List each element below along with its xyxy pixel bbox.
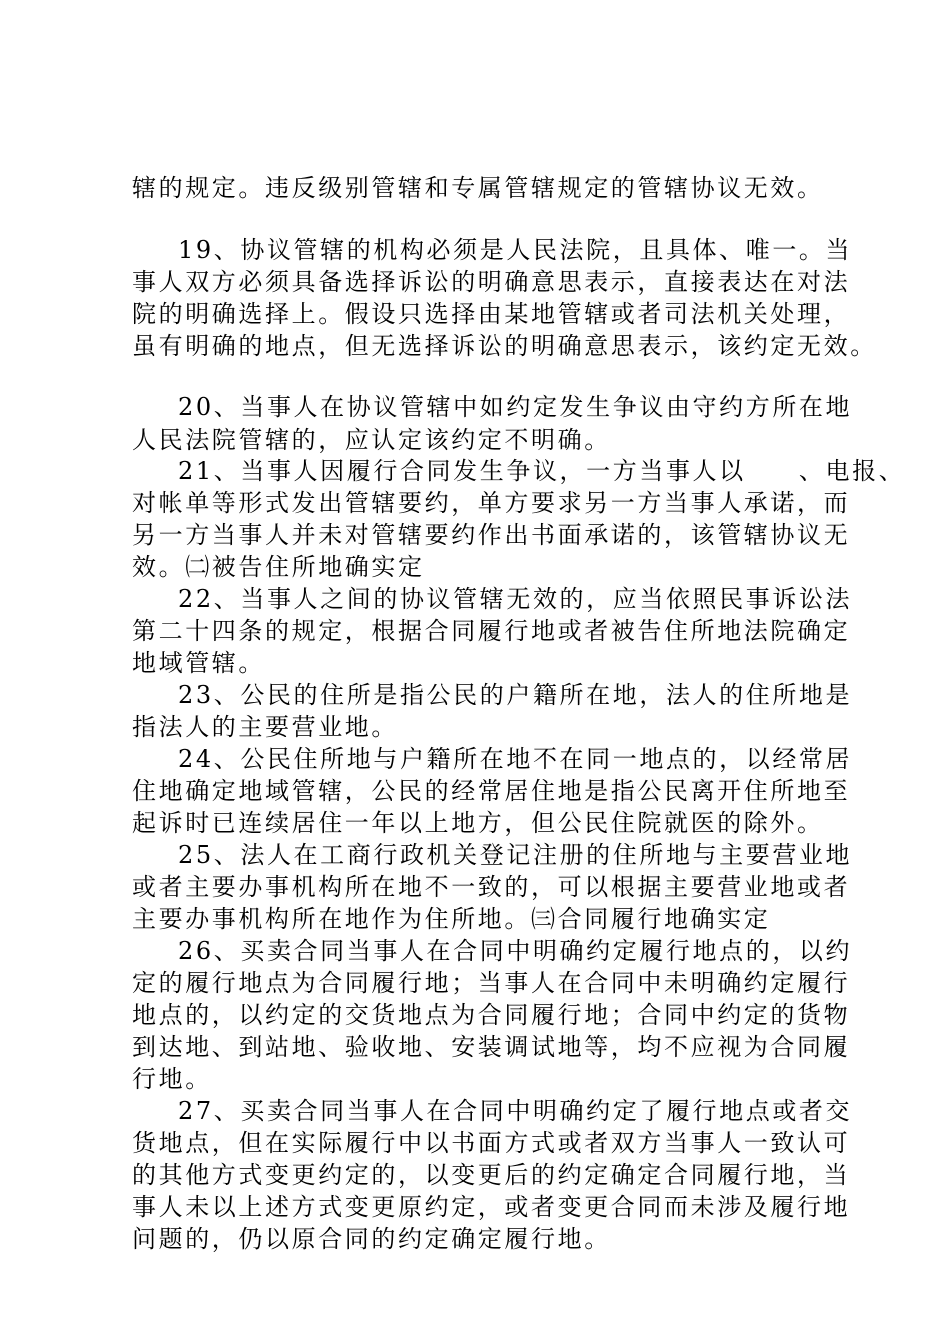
- text-line: 26、买卖合同当事人在合同中明确约定履行地点的，以约: [178, 937, 853, 965]
- text-line: 23、公民的住所是指公民的户籍所在地，法人的住所地是: [178, 681, 853, 709]
- text-line: 或者主要办事机构所在地不一致的，可以根据主要营业地或者: [132, 873, 851, 901]
- text-line: 指法人的主要营业地。: [132, 713, 398, 741]
- text-line: 21、当事人因履行合同发生争议，一方当事人以 、电报、: [178, 457, 906, 485]
- text-line: 起诉时已连续居住一年以上地方，但公民住院就医的除外。: [132, 809, 824, 837]
- text-line: 行地。: [132, 1065, 212, 1093]
- text-line: 第二十四条的规定，根据合同履行地或者被告住所地法院确定: [132, 617, 851, 645]
- text-line: 辖的规定。违反级别管辖和专属管辖规定的管辖协议无效。: [132, 174, 824, 202]
- text-line: 虽有明确的地点，但无选择诉讼的明确意思表示，该约定无效。: [132, 332, 877, 360]
- text-line: 24、公民住所地与户籍所在地不在同一地点的，以经常居: [178, 745, 853, 773]
- text-line: 22、当事人之间的协议管辖无效的，应当依照民事诉讼法: [178, 585, 853, 613]
- text-line: 27、买卖合同当事人在合同中明确约定了履行地点或者交: [178, 1097, 853, 1125]
- text-line: 对帐单等形式发出管辖要约，单方要求另一方当事人承诺，而: [132, 489, 851, 517]
- text-line: 到达地、到站地、验收地、安装调试地等，均不应视为合同履: [132, 1033, 851, 1061]
- text-line: 问题的，仍以原合同的约定确定履行地。: [132, 1225, 611, 1253]
- text-line: 货地点，但在实际履行中以书面方式或者双方当事人一致认可: [132, 1129, 851, 1157]
- text-line: 另一方当事人并未对管辖要约作出书面承诺的，该管辖协议无: [132, 521, 851, 549]
- text-line: 20、当事人在协议管辖中如约定发生争议由守约方所在地: [178, 393, 853, 421]
- text-line: 院的明确选择上。假设只选择由某地管辖或者司法机关处理，: [132, 300, 851, 328]
- text-line: 效。㈡被告住所地确实定: [132, 553, 425, 581]
- text-line: 地点的，以约定的交货地点为合同履行地；合同中约定的货物: [132, 1001, 851, 1029]
- text-line: 人民法院管辖的，应认定该约定不明确。: [132, 426, 611, 454]
- text-line: 事人双方必须具备选择诉讼的明确意思表示，直接表达在对法: [132, 268, 851, 296]
- text-line: 主要办事机构所在地作为住所地。㈢合同履行地确实定: [132, 905, 771, 933]
- text-line: 住地确定地域管辖，公民的经常居住地是指公民离开住所地至: [132, 777, 851, 805]
- text-line: 19、协议管辖的机构必须是人民法院，且具体、唯一。当: [178, 236, 853, 264]
- text-line: 地域管辖。: [132, 649, 265, 677]
- text-line: 25、法人在工商行政机关登记注册的住所地与主要营业地: [178, 841, 853, 869]
- text-line: 事人未以上述方式变更原约定，或者变更合同而未涉及履行地: [132, 1193, 851, 1221]
- text-line: 定的履行地点为合同履行地；当事人在合同中未明确约定履行: [132, 969, 851, 997]
- text-line: 的其他方式变更约定的，以变更后的约定确定合同履行地，当: [132, 1161, 851, 1189]
